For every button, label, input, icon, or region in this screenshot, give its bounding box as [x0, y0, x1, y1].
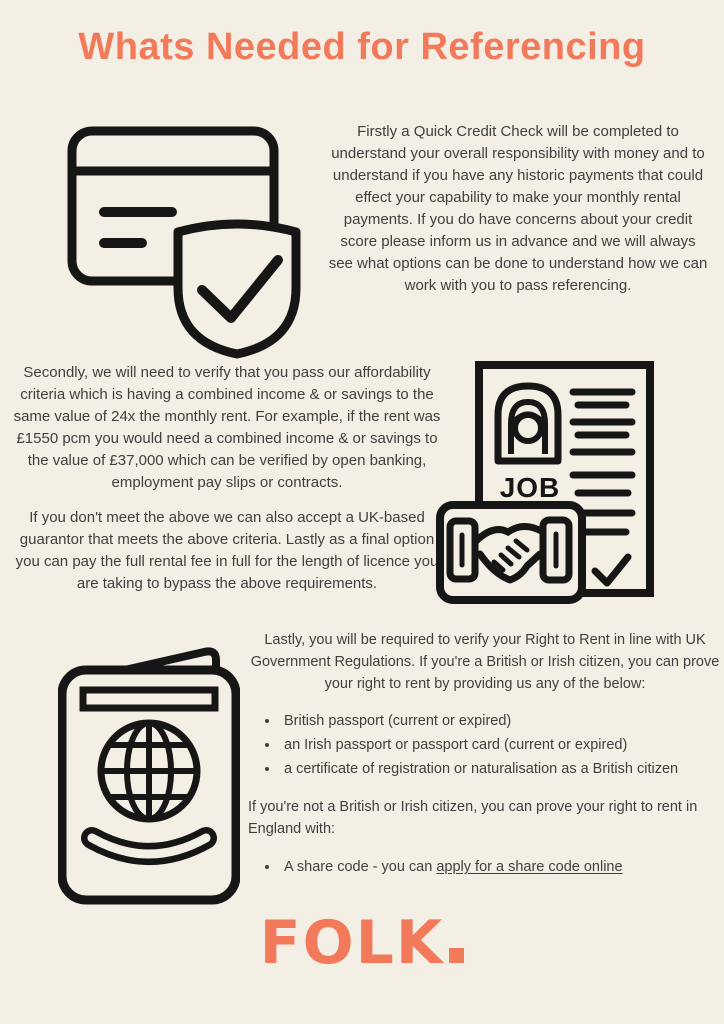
right-to-rent-text — [248, 629, 722, 880]
list-item — [280, 856, 722, 878]
list-item: • British passport (current or expired) — [280, 710, 722, 732]
list-item: • an Irish passport or passport card (current or expired) — [280, 734, 722, 756]
folk-logo-text: FOLK — [259, 908, 445, 978]
non-citizen-intro: If you're not a British or Irish citizen, you can prove your right to rent in England with: — [248, 799, 698, 837]
credit-card-shield-check-icon — [58, 116, 308, 361]
share-code-list — [248, 856, 722, 878]
page-title: Whats Needed for Referencing — [78, 26, 646, 68]
passport-icon — [58, 646, 240, 906]
credit-check-paragraph: Firstly a Quick Credit Check will be completed to understand your overall responsibility with money and to understand if you have any historic payments that could effect your capability to make your monthly rental payments. If you do have concerns about your credit score please inform us in advance and we will always see what options can be done to understand how we can work with you to pass referencing. — [328, 123, 708, 294]
logo-square-dot — [449, 948, 464, 963]
job-application-handshake-icon — [436, 358, 654, 604]
job-label: JOB — [499, 472, 561, 503]
share-code-text: A share code - you can — [284, 859, 437, 875]
folk-logo — [0, 908, 724, 978]
affordability-paragraph-1: Secondly, we will need to verify that you pass our affordability criteria which is having a combined income & or savings to the same value of 24x the monthly rent. For example, if the rent was £1550 pcm you would need a combined income & or savings to the value of £37,000 which can be verified by open banking, employment pay slips or contracts. — [13, 364, 441, 491]
citizen-options-list — [248, 710, 722, 780]
apply-share-code-link[interactable]: apply for a share code online — [436, 859, 623, 875]
right-to-rent-intro: Lastly, you will be required to verify your Right to Rent in line with UK Government Regulations. If you're a British or Irish citizen, you can prove your right to rent by providing us any of the below: — [250, 632, 720, 692]
affordability-paragraph-2: If you don't meet the above we can also accept a UK-based guarantor that meets the above criteria. Lastly as a final option you can pay the full rental fee in full for the length of licence you are taking to bypass the above requirements. — [15, 509, 439, 592]
list-item: • a certificate of registration or naturalisation as a British citizen — [280, 758, 722, 780]
affordability-text — [12, 362, 442, 595]
